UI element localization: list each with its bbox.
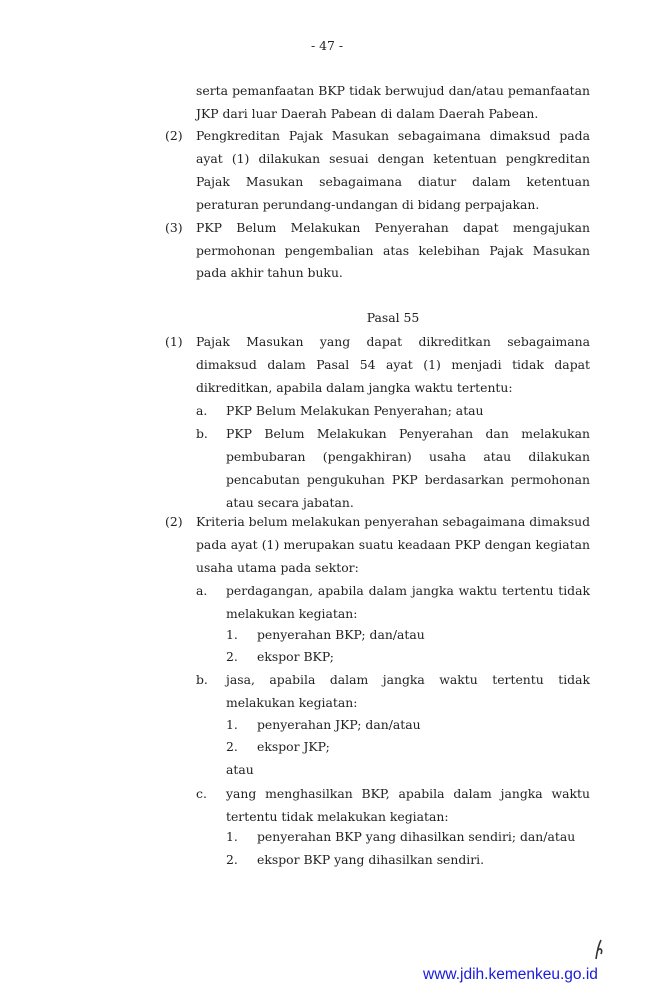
- text-line: [0, 356, 654, 374]
- line-text: penyerahan BKP; dan/atau: [257, 627, 425, 642]
- line-text: PKP Belum Melakukan Penyerahan dapat mengajukan: [196, 220, 590, 235]
- text-line: [0, 82, 654, 100]
- text-line: [0, 828, 654, 846]
- line-text: pembubaran (pengakhiran) usaha atau dilakukan: [226, 449, 590, 464]
- item-number: (2): [165, 514, 183, 529]
- line-text: penyerahan BKP yang dihasilkan sendiri; dan/atau: [257, 829, 576, 844]
- line-text: yang menghasilkan BKP, apabila dalam jangka waktu: [226, 786, 590, 801]
- line-text: ekspor BKP yang dihasilkan sendiri.: [257, 852, 485, 867]
- item-number: 1.: [226, 717, 238, 732]
- text-line: [0, 196, 654, 214]
- line-text: ayat (1) dilakukan sesuai dengan ketentuan pengkreditan: [196, 151, 590, 166]
- line-text: dimaksud dalam Pasal 54 ayat (1) menjadi tidak dapat: [196, 357, 590, 372]
- text-line: [0, 127, 654, 145]
- text-line: [0, 536, 654, 554]
- item-number: a.: [196, 403, 208, 418]
- text-line: [0, 738, 654, 756]
- text-line: [0, 761, 654, 779]
- line-text: pada akhir tahun buku.: [196, 265, 343, 280]
- item-number: 2.: [226, 649, 238, 664]
- line-text: atau: [226, 762, 254, 777]
- line-text: jasa, apabila dalam jangka waktu tertentu tidak: [226, 672, 590, 687]
- text-line: [0, 471, 654, 489]
- text-line: [0, 448, 654, 466]
- item-number: 1.: [226, 829, 238, 844]
- item-number: b.: [196, 426, 208, 441]
- item-number: 2.: [226, 852, 238, 867]
- text-line: [0, 494, 654, 512]
- item-number: 2.: [226, 739, 238, 754]
- text-line: [0, 173, 654, 191]
- item-number: b.: [196, 672, 208, 687]
- text-line: [0, 105, 654, 123]
- line-text: Pengkreditan Pajak Masukan sebagaimana dimaksud pada: [196, 128, 590, 143]
- article-heading: Pasal 55: [366, 310, 420, 325]
- text-line: [0, 242, 654, 260]
- line-text: PKP Belum Melakukan Penyerahan; atau: [226, 403, 484, 418]
- text-line: [0, 671, 654, 689]
- text-line: [0, 219, 654, 237]
- text-line: [0, 264, 654, 282]
- line-text: PKP Belum Melakukan Penyerahan dan melakukan: [226, 426, 590, 441]
- line-text: pencabutan pengukuhan PKP berdasarkan permohonan: [226, 472, 590, 487]
- footer-url[interactable]: www.jdih.kemenkeu.go.id: [423, 966, 598, 983]
- item-number: c.: [196, 786, 207, 801]
- line-text: Kriteria belum melakukan penyerahan sebagaimana dimaksud: [196, 514, 591, 529]
- line-text: peraturan perundang-undangan di bidang perpajakan.: [196, 197, 540, 212]
- line-text: permohonan pengembalian atas kelebihan Pajak Masukan: [196, 243, 590, 258]
- line-text: tertentu tidak melakukan kegiatan:: [226, 809, 449, 824]
- line-text: Pajak Masukan sebagaimana diatur dalam ketentuan: [196, 174, 590, 189]
- text-line: [0, 716, 654, 734]
- line-text: JKP dari luar Daerah Pabean di dalam Daerah Pabean.: [196, 106, 539, 121]
- line-text: penyerahan JKP; dan/atau: [257, 717, 421, 732]
- line-text: melakukan kegiatan:: [226, 606, 358, 621]
- item-number: (3): [165, 220, 183, 235]
- item-number: (1): [165, 334, 183, 349]
- text-line: [0, 851, 654, 869]
- line-text: perdagangan, apabila dalam jangka waktu tertentu tidak: [226, 583, 590, 598]
- text-line: [0, 333, 654, 351]
- text-line: [0, 605, 654, 623]
- line-text: usaha utama pada sektor:: [196, 560, 359, 575]
- line-text: melakukan kegiatan:: [226, 695, 358, 710]
- item-number: (2): [165, 128, 183, 143]
- text-line: [0, 425, 654, 443]
- item-number: a.: [196, 583, 208, 598]
- page-number: - 47 -: [310, 38, 344, 53]
- line-text: ekspor BKP;: [257, 649, 334, 664]
- line-text: pada ayat (1) merupakan suatu keadaan PKP dengan kegiatan: [196, 537, 590, 552]
- text-line: [0, 379, 654, 397]
- line-text: Pajak Masukan yang dapat dikreditkan sebagaimana: [196, 334, 590, 349]
- text-line: [0, 582, 654, 600]
- line-text: ekspor JKP;: [257, 739, 330, 754]
- text-line: [0, 785, 654, 803]
- line-text: atau secara jabatan.: [226, 495, 354, 510]
- paraf-signature-icon: [592, 938, 606, 960]
- text-line: [0, 694, 654, 712]
- text-line: [0, 559, 654, 577]
- text-line: [0, 150, 654, 168]
- text-line: [0, 513, 654, 531]
- text-line: [0, 648, 654, 666]
- item-number: 1.: [226, 627, 238, 642]
- text-line: [0, 808, 654, 826]
- line-text: serta pemanfaatan BKP tidak berwujud dan/atau pemanfaatan: [196, 83, 590, 98]
- line-text: dikreditkan, apabila dalam jangka waktu tertentu:: [196, 380, 513, 395]
- text-line: [0, 402, 654, 420]
- text-line: [0, 626, 654, 644]
